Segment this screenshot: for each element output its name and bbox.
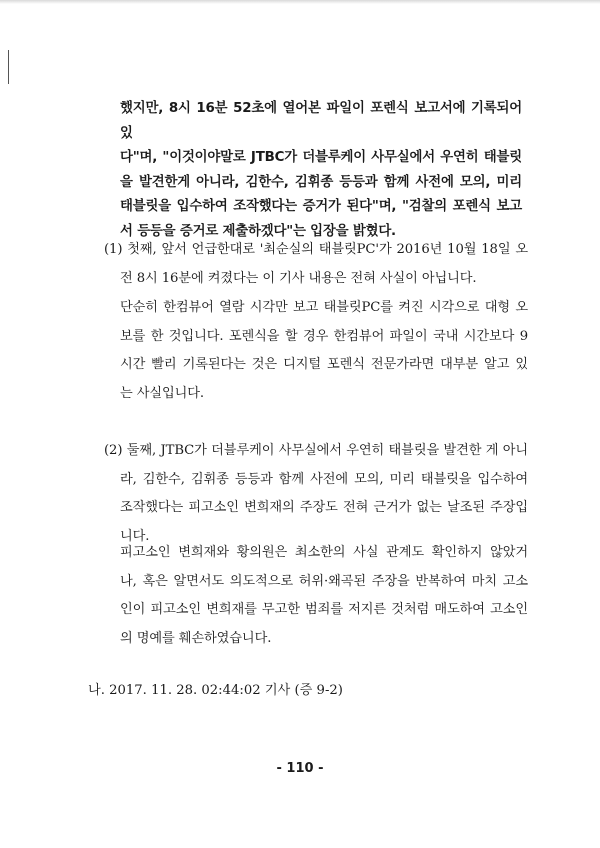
text-line: (1) 첫째, 앞서 언급한대로 '최순실의 태블릿PC'가 2016년 10월 18일 오 xyxy=(104,242,528,257)
text-line: 인이 피고소인 변희재를 무고한 범죄를 저지른 것처럼 매도하여 고소인 xyxy=(120,602,528,617)
text-line: 보를 한 것입니다. 포렌식을 할 경우 한컴뷰어 파일이 국내 시간보다 9 xyxy=(120,328,528,344)
text-line: 전 8시 16분에 켜졌다는 이 기사 내용은 전혀 사실이 아닙니다. xyxy=(120,270,477,286)
scan-edge xyxy=(0,0,600,4)
text-line: 단순히 한컴뷰어 열람 시각만 보고 태블릿PC를 켜진 시각으로 대형 오 xyxy=(120,300,528,315)
text-line: 태블릿을 입수하여 조작했다는 증거가 된다"며, "검찰의 포렌식 보고 xyxy=(120,199,522,214)
paragraph-1-continuation xyxy=(120,294,528,408)
paragraph-2-continuation xyxy=(120,539,528,653)
paragraph-2 xyxy=(104,437,528,551)
text-line: 의 명예를 훼손하였습니다. xyxy=(120,630,272,646)
quoted-statement-block xyxy=(120,97,522,244)
paragraph-1 xyxy=(104,236,528,293)
text-line: 다"며, "이것이야말로 JTBC가 더블루케이 사무실에서 우연히 태블릿 xyxy=(120,150,522,165)
text-line: 니다. xyxy=(120,528,150,544)
text-line: 나, 혹은 알면서도 의도적으로 허위·왜곡된 주장을 반복하여 마치 고소 xyxy=(120,573,528,589)
text-line: (2) 둘째, JTBC가 더블루케이 사무실에서 우연히 태블릿을 발견한 게 아니 xyxy=(104,443,528,458)
text-line: 라, 김한수, 김휘종 등등과 함께 사전에 모의, 미리 태블릿을 입수하여 xyxy=(120,471,528,487)
text-line: 을 발견한게 아니라, 김한수, 김휘종 등등과 함께 사전에 모의, 미리 xyxy=(120,174,522,190)
text-line: 피고소인 변희재와 황의원은 최소한의 사실 관계도 확인하지 않았거 xyxy=(120,545,528,560)
margin-mark xyxy=(8,50,9,84)
text-line: 서 등등을 증거로 제출하겠다"는 입장을 밝혔다. xyxy=(120,223,396,239)
text-line: 는 사실입니다. xyxy=(120,385,205,401)
text-line: 조작했다는 피고소인 변희재의 주장도 전혀 근거가 없는 날조된 주장입 xyxy=(120,500,528,515)
page-number: - 110 - xyxy=(276,761,324,776)
section-heading-na: 나. 2017. 11. 28. 02:44:02 기사 (증 9-2) xyxy=(88,683,343,698)
text-line: 했지만, 8시 16분 52초에 열어본 파일이 포렌식 보고서에 기록되어있 xyxy=(120,101,522,141)
text-line: 시간 빨리 기록된다는 것은 디지털 포렌식 전문가라면 대부분 알고 있 xyxy=(120,357,528,372)
